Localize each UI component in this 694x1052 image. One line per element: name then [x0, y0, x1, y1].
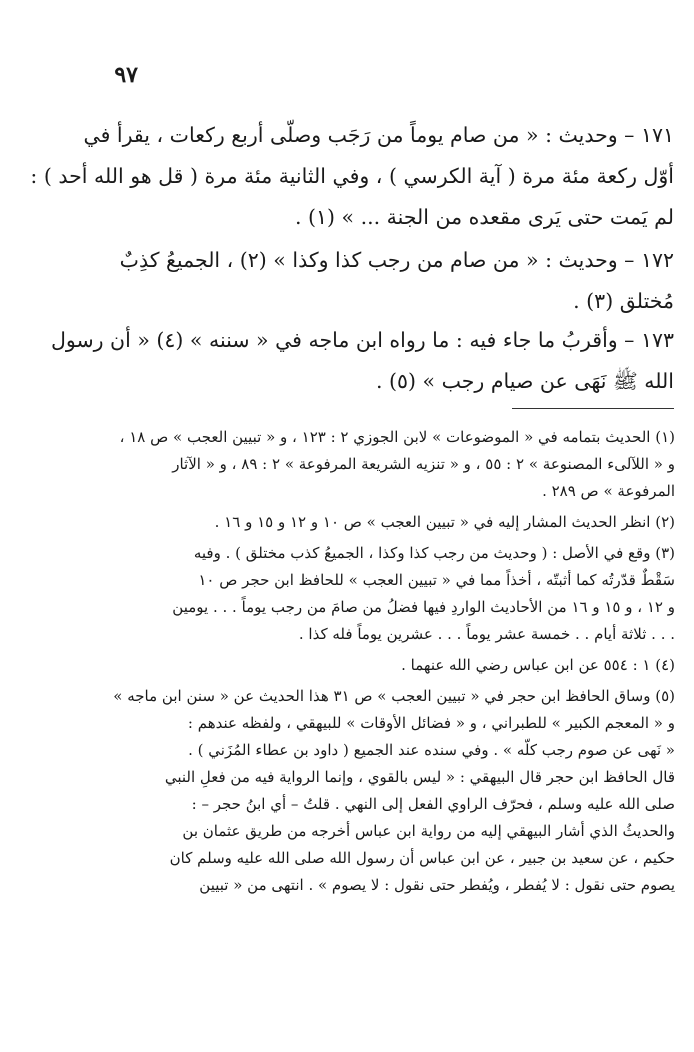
footnote-3 — [75, 540, 675, 648]
footnotes — [75, 424, 675, 903]
hadith-172 — [84, 240, 674, 322]
footnote-line: المرفوعة » ص ٢٨٩ . — [542, 482, 675, 500]
page-number: ٩٧ — [114, 62, 138, 88]
footnote-line: (٤) ١ : ٥٥٤ عن ابن عباس رضي الله عنهما . — [401, 656, 675, 674]
footnote-line: حكيم ، عن سعيد بن جبير ، عن ابن عباس أن رسول الله صلى الله عليه وسلم كان — [169, 849, 675, 867]
footnote-line: « نَهى عن صوم رجب كلّه » . وفي سنده عند الجميع ( داود بن عطاء المُزَني ) . — [188, 741, 675, 759]
footnote-line: يصوم حتى نقول : لا يُفطر ، ويُفطر حتى نقول : لا يصوم » . انتهى من « تبيين — [199, 876, 675, 894]
footnote-2 — [75, 509, 675, 536]
text-line: ١٧١ – وحديث : « من صام يوماً من رَجَب وصلّى أربع ركعات ، يقرأ في — [83, 123, 674, 147]
hadith-173 — [50, 320, 674, 402]
footnote-line: (٥) وساق الحافظ ابن حجر في « تبيين العجب » ص ٣١ هذا الحديث عن « سنن ابن ماجه » — [113, 687, 675, 705]
text-line: لم يَمت حتى يَرى مقعده من الجنة ... » (١) . — [294, 205, 674, 229]
footnote-4 — [75, 652, 675, 679]
footnote-line: . . . ثلاثة أيام . . خمسة عشر يوماً . . . عشرين يوماً فله كذا . — [298, 625, 675, 643]
footnote-line: و ١٢ ، و ١٥ و ١٦ من الأحاديث الواردِ فيها فضلُ من صامَ من رجب يوماً . . . يومين — [172, 598, 675, 616]
text-line: أوّل ركعة مئة مرة ( آية الكرسي ) ، وفي الثانية مئة مرة ( قل هو الله أحد ) : — [30, 164, 674, 188]
footnote-line: (١) الحديث بتمامه في « الموضوعات » لابن الجوزي ٢ : ١٢٣ ، و « تبيين العجب » ص ١٨ ، — [119, 428, 675, 446]
hadith-171 — [30, 115, 674, 238]
footnote-line: و « المعجم الكبير » للطبراني ، و « فضائل الأوقات » للبيهقي ، ولفظه عندهم : — [187, 714, 675, 732]
text-line: ١٧٢ – وحديث : « من صام من رجب كذا وكذا » (٢) ، الجميعُ كذِبٌ — [119, 248, 674, 272]
footnote-5 — [75, 683, 675, 899]
footnote-separator — [512, 408, 674, 409]
footnote-line: و « اللآلىء المصنوعة » ٢ : ٥٥ ، و « تنزيه الشريعة المرفوعة » ٢ : ٨٩ ، و « الآثار — [172, 455, 675, 473]
footnote-1 — [75, 424, 675, 505]
text-line: الله ﷺ نَهَى عن صيام رجب » (٥) . — [376, 369, 674, 393]
footnote-line: (٣) وقع في الأصل : ( وحديث من رجب كذا وكذا ، الجميعُ كذب مختلق ) . وفيه — [193, 544, 675, 562]
text-line: مُختلق (٣) . — [573, 289, 674, 313]
footnote-line: (٢) انظر الحديث المشار إليه في « تبيين العجب » ص ١٠ و ١٢ و ١٥ و ١٦ . — [214, 513, 675, 531]
text-line: ١٧٣ – وأقربُ ما جاء فيه : ما رواه ابن ماجه في « سننه » (٤) « أن رسول — [50, 328, 674, 352]
footnote-line: والحديثُ الذي أشار البيهقي إليه من رواية ابن عباس أخرجه من طريق عثمان بن — [182, 822, 675, 840]
footnote-line: سَقْطٌ قدّرتُه كما أثبتّه ، أخذاً مما في « تبيين العجب » للحافظ ابن حجر ص ١٠ — [198, 571, 675, 589]
footnote-line: قال الحافظ ابن حجر قال البيهقي : « ليس بالقوي ، وإنما الرواية فيه من فعلِ النبي — [164, 768, 675, 786]
footnote-line: صلى الله عليه وسلم ، فحرّف الراوي الفعل إلى النهي . قلتُ – أي ابنُ حجر – : — [191, 795, 675, 813]
